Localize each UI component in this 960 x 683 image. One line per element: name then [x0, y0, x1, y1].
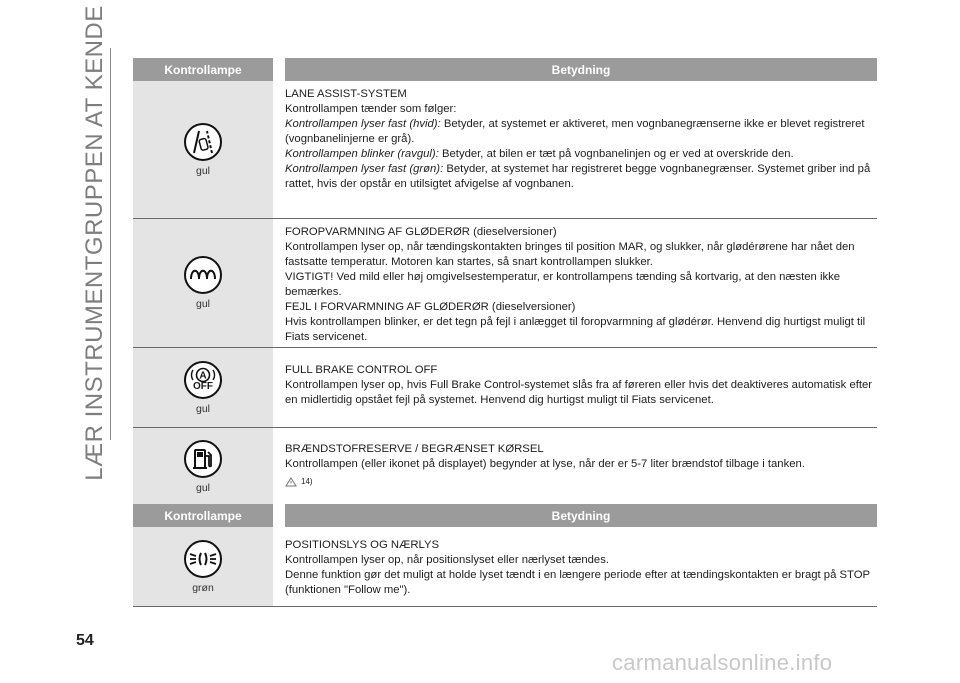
lane-assist-icon [184, 123, 222, 161]
header-kontrollampe: Kontrollampe [164, 62, 242, 77]
chapter-divider [110, 48, 111, 440]
full-brake-control-off-icon [184, 361, 222, 399]
description-line: Kontrollampen tænder som følger: [285, 103, 457, 115]
description-cell [285, 81, 877, 218]
glow-plug-icon [184, 256, 222, 294]
description-line: FULL BRAKE CONTROL OFF [285, 364, 438, 376]
description-cell [285, 428, 877, 506]
color-label: gul [195, 164, 210, 177]
table-header [133, 504, 877, 527]
table-row [133, 527, 877, 607]
icon-off-text: OFF [193, 381, 213, 392]
table-row [133, 219, 877, 348]
state-label: Kontrollampen lyser fast (hvid): [285, 118, 441, 130]
position-lights-icon [184, 540, 222, 578]
description-line: Hvis kontrollampen blinker, er det tegn på fejl i anlægget til foropvarmning af glødérør. Henvend dig hurtigst muligt til Fiats servicenet. [285, 316, 866, 343]
color-label: grøn [192, 581, 214, 594]
page-number: 54 [76, 632, 94, 649]
chapter-title-text: LÆR INSTRUMENTGRUPPEN AT KENDE [81, 5, 109, 481]
watermark: carmanualsonline.info [612, 650, 833, 675]
icon-cell [133, 527, 273, 606]
description-line: LANE ASSIST-SYSTEM [285, 88, 407, 100]
warning-triangle-icon [285, 477, 297, 487]
description-line: FOROPVARMNING AF GLØDERØR (dieselversioner) [285, 226, 557, 238]
description-line: BRÆNDSTOFRESERVE / BEGRÆNSET KØRSEL [285, 443, 544, 455]
header-kontrollampe: Kontrollampe [164, 508, 242, 523]
icon-cell [133, 428, 273, 506]
description-line: Kontrollampen (eller ikonet på displayet) begynder at lyse, når der er 5-7 liter brændstof tilbage i tanken. [285, 458, 805, 470]
warning-lights-table-2 [133, 504, 877, 607]
description-line: Kontrollampen lyser op, når tændingskontakten bringes til position MAR, og slukker, når glødérørene har nået den fastsatte temperatur. Motoren kan startes, så snart kontrollampen slukker. [285, 241, 855, 268]
table-header [133, 58, 877, 81]
state-label: Kontrollampen blinker (ravgul): [285, 148, 439, 160]
icon-cell [133, 348, 273, 427]
description-line: VIGTIGT! Ved mild eller høj omgivelsestemperatur, er kontrollampens tænding så kortvarig, at den næsten ikke bemærkes. [285, 271, 841, 298]
description-cell [285, 219, 877, 347]
color-label: gul [195, 298, 210, 310]
warning-lights-table-1 [133, 58, 877, 507]
svg-text:A: A [199, 370, 207, 382]
state-text: Betyder, at systemet er aktiveret, men vognbanegrænserne ikke er blevet registreret (vognbanelinjerne er grå). [285, 118, 865, 145]
footnote-number: 14) [301, 477, 313, 486]
icon-cell [133, 219, 273, 347]
description-line: FEJL I FORVARMNING AF GLØDERØR (dieselversioner) [285, 301, 576, 313]
description-line: Kontrollampen lyser op, når positionslyset eller nærlyset tændes. [285, 554, 609, 566]
table-row [133, 81, 877, 219]
state-text: Betyder, at bilen er tæt på vognbanelinjen og er ved at overskride den. [438, 148, 794, 160]
chapter-title [81, 5, 109, 481]
description-line [285, 147, 877, 162]
description-line [285, 162, 877, 192]
description-line [285, 117, 877, 147]
footnote-reference [285, 474, 877, 489]
icon-cell [133, 81, 273, 218]
header-betydning: Betydning [551, 508, 611, 523]
description-cell [285, 348, 877, 427]
description-line: Kontrollampen lyser op, hvis Full Brake Control-systemet slås fra af føreren eller hvis det deaktiveres automatisk efter en midlertidig opstået fejl på systemet. Henvend dig hurtigst muligt til Fiats servicenet. [285, 379, 873, 406]
header-betydning: Betydning [551, 62, 611, 77]
description-line: Denne funktion gør det muligt at holde lyset tændt i en længere periode efter at tændingskontakten er bragt på STOP (funktionen "Follow me"). [285, 569, 870, 596]
color-label: gul [195, 482, 210, 494]
fuel-reserve-icon [184, 440, 222, 478]
state-label: Kontrollampen lyser fast (grøn): [285, 163, 444, 175]
description-cell [285, 527, 877, 606]
table-row [133, 348, 877, 428]
description-line: POSITIONSLYS OG NÆRLYS [285, 539, 440, 551]
table-row [133, 428, 877, 507]
color-label: gul [195, 402, 210, 415]
state-text: Betyder, at systemet har registreret begge vognbanegrænser. Systemet griber ind på rattet, hvis der opstår en utilsigtet afvigelse af vognbanen. [285, 163, 871, 190]
